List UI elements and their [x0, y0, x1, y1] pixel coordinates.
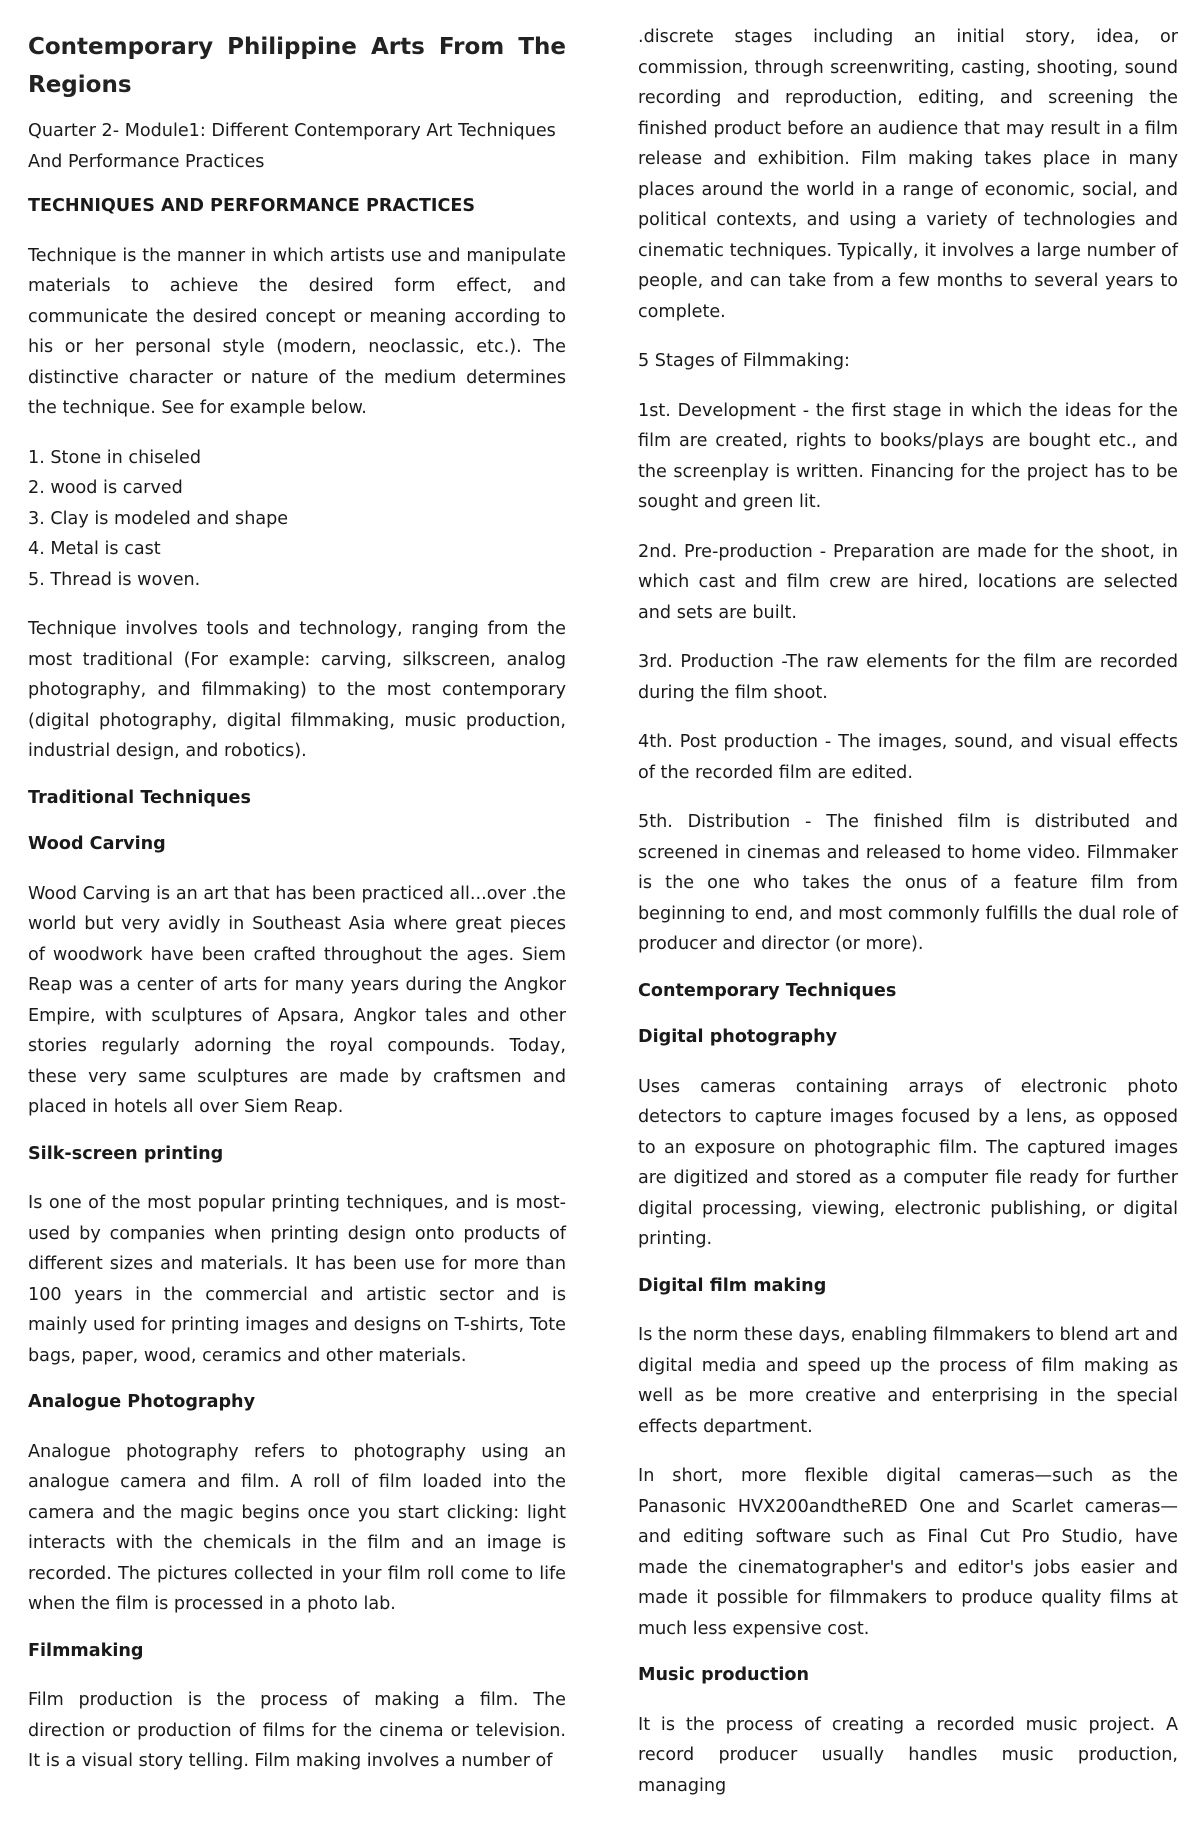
stage-production: 3rd. Production -The raw elements for the film are recorded during the film shoot. — [638, 652, 1178, 703]
document-title: Contemporary Philippine Arts From The Regions — [28, 34, 566, 98]
stage-distribution: 5th. Distribution - The finished film is distributed and screened in cinemas and released to home video. Filmmaker is the one who takes the onus of a feature film from beginning to end, and most commonly fulfills the dual role of producer and director (or more). — [638, 812, 1178, 954]
paragraph-analogue-photography: Analogue photography refers to photography using an analogue camera and film. A roll of film loaded into the camera and the magic begins once you start clicking: light interacts with the chemicals in the film and an image is recorded. The pictures collected in your film roll come to life when the film is processed in a photo lab. — [28, 1441, 566, 1614]
heading-analogue-photography: Analogue Photography — [28, 1392, 256, 1412]
list-item: 5. Thread is woven. — [28, 569, 201, 590]
paragraph-digital-photography: Uses cameras containing arrays of electronic photo detectors to capture images focused by a lens, as opposed to an exposure on photographic film. The captured images are digitized and stored as a computer file ready for further digital processing, viewing, electronic publishing, or digital printing. — [638, 1076, 1178, 1249]
heading-music-production: Music production — [638, 1665, 810, 1685]
paragraph-wood-carving: Wood Carving is an art that has been practiced all...over .the world but very avidly in Southeast Asia where great pieces of woodwork have been crafted throughout the ages. Siem Reap was a center of arts for many years during the Angkor Empire, with sculptures of Apsara, Angkor tales and other stories regularly adorning the royal compounds. Today, these very same sculptures are made by craftsmen and placed in hotels all over Siem Reap. — [28, 883, 566, 1117]
heading-wood-carving: Wood Carving — [28, 834, 166, 854]
stage-post-production: 4th. Post production - The images, sound, and visual effects of the recorded film are edited. — [638, 732, 1178, 783]
module-subtitle: Quarter 2- Module1: Different Contemporary Art Techniques And Performance Practices — [28, 121, 556, 172]
paragraph-technique: Technique is the manner in which artists use and manipulate materials to achieve the desired form effect, and communicate the desired concept or meaning according to his or her personal style (modern, neoclassic, etc.). The distinctive character or nature of the medium determines the technique. See for example below. — [28, 245, 566, 418]
heading-digital-photography: Digital photography — [638, 1027, 838, 1047]
list-item: 3. Clay is modeled and shape — [28, 508, 289, 529]
paragraph-filmmaking-continued: .discrete stages including an initial story, idea, or commission, through screenwriting, casting, shooting, sound recording and reproduction, editing, and screening the finished product before an audience that may result in a film release and exhibition. Film making takes place in many places around the world in a range of economic, social, and political contexts, and using a variety of technologies and cinematic techniques. Typically, it involves a large number of people, and can take from a few months to several years to complete. — [638, 27, 1178, 322]
heading-contemporary-techniques: Contemporary Techniques — [638, 980, 897, 1001]
paragraph-silk-screen: Is one of the most popular printing techniques, and is most-used by companies when printing design onto products of different sizes and materials. It has been use for more than 100 years in the commercial and artistic sector and is mainly used for printing images and designs on T-shirts, Tote bags, paper, wood, ceramics and other materials. — [28, 1193, 566, 1366]
heading-traditional-techniques: Traditional Techniques — [28, 787, 251, 808]
list-item: 4. Metal is cast — [28, 539, 161, 559]
heading-filmmaking: Filmmaking — [28, 1640, 144, 1661]
technique-examples-list — [28, 443, 566, 596]
stage-development: 1st. Development - the first stage in which the ideas for the film are created, rights to books/plays are bought etc., and the screenplay is written. Financing for the project has to be sought and green lit. — [638, 400, 1178, 512]
paragraph-music-production: It is the process of creating a recorded music project. A record producer usually handles music production, managing — [638, 1714, 1178, 1796]
heading-silk-screen: Silk-screen printing — [28, 1143, 224, 1164]
paragraph-digital-film-making: Is the norm these days, enabling filmmakers to blend art and digital media and speed up the process of film making as well as be more creative and enterprising in the special effects department. — [638, 1325, 1178, 1437]
paragraph-in-short: In short, more flexible digital cameras—such as the Panasonic HVX200andtheRED One and Scarlet cameras—and editing software such as Final Cut Pro Studio, have made the cinematographer's and editor's jobs easier and made it possible for filmmakers to produce quality films at much less expensive cost. — [638, 1466, 1178, 1639]
heading-digital-film-making: Digital film making — [638, 1275, 827, 1296]
list-item: 2. wood is carved — [28, 478, 183, 498]
left-column — [28, 0, 566, 1777]
stage-pre-production: 2nd. Pre-production - Preparation are made for the shoot, in which cast and film crew are hired, locations are selected and sets are built. — [638, 541, 1178, 623]
paragraph-tools: Technique involves tools and technology, ranging from the most traditional (For example: carving, silkscreen, analog photography, and filmmaking) to the most contemporary (digital photography, digital filmmaking, music production, industrial design, and robotics). — [28, 619, 566, 761]
stages-title: 5 Stages of Filmmaking: — [638, 351, 850, 371]
list-item: 1. Stone in chiseled — [28, 447, 201, 468]
section-heading-techniques: TECHNIQUES AND PERFORMANCE PRACTICES — [28, 196, 476, 216]
paragraph-filmmaking: Film production is the process of making a film. The direction or production of films for the cinema or television. It is a visual story telling. Film making involves a number of — [28, 1690, 566, 1771]
right-column — [638, 0, 1178, 1801]
